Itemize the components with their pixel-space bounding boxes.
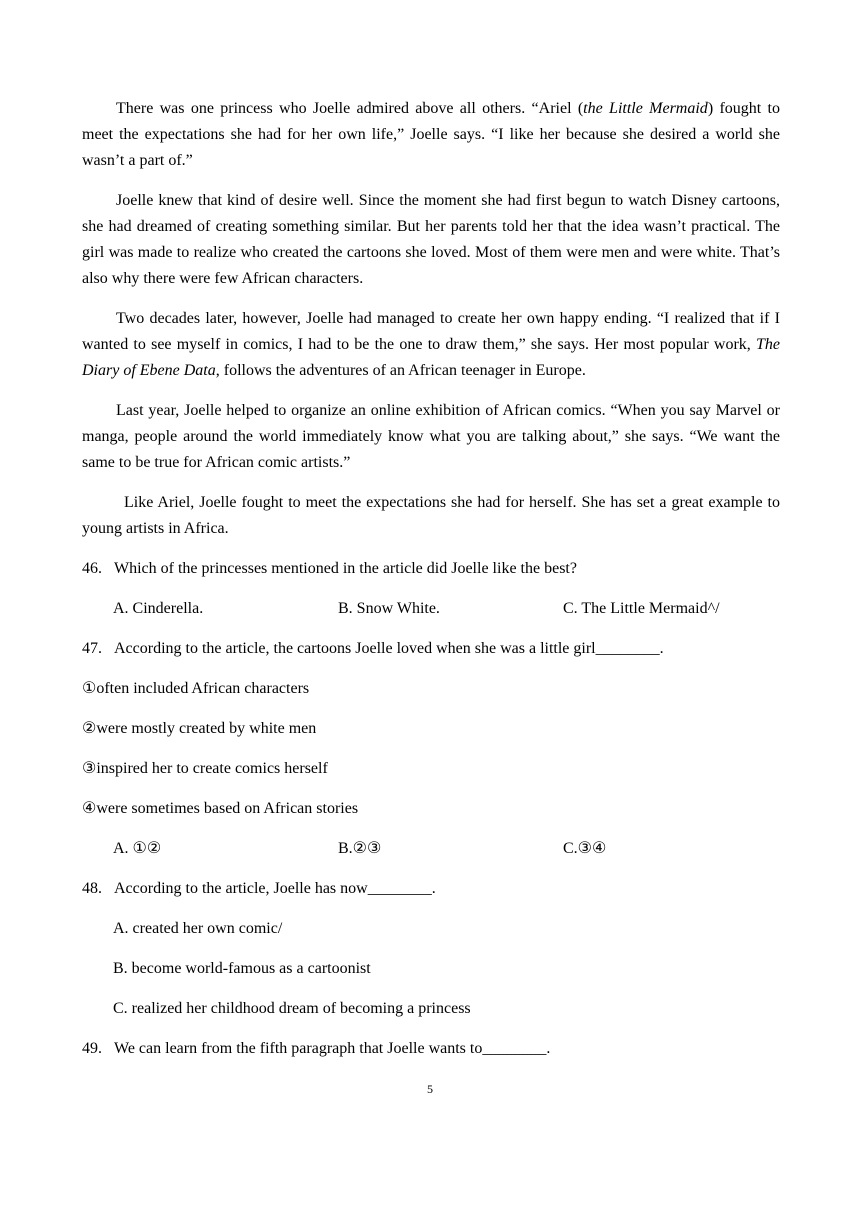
paragraph-1-text-a: There was one princess who Joelle admired above all others. “Ariel (	[116, 100, 584, 117]
question-48-option-b: B. become world-famous as a cartoonist	[113, 960, 371, 977]
question-46-option-a: A. Cinderella.	[113, 600, 204, 617]
paragraph-1-italic: the Little Mermaid	[583, 100, 708, 117]
paragraph-3	[82, 306, 780, 384]
paragraph-1-text-b: ) fought to meet the expectations she had for her own life,” Joelle says. “I like her because she desired a world she wasn’t a part of.”	[82, 100, 781, 169]
paragraph-1	[82, 96, 780, 174]
question-46-number: 46.	[82, 560, 102, 577]
paragraph-5: Like Ariel, Joelle fought to meet the expectations she had for herself. She has set a great example to young artists in Africa.	[82, 494, 780, 537]
question-49-text: We can learn from the fifth paragraph that Joelle wants to________.	[114, 1040, 551, 1057]
question-47	[82, 636, 780, 662]
question-49-number: 49.	[82, 1040, 102, 1057]
question-47-option-a: A. ①②	[113, 840, 162, 857]
question-47-statement-1: ①often included African characters	[82, 680, 310, 697]
question-49	[82, 1036, 780, 1062]
question-47-options	[113, 836, 780, 862]
question-47-number: 47.	[82, 640, 102, 657]
question-47-statement-3: ③inspired her to create comics herself	[82, 760, 328, 777]
paragraph-3-italic: The Diary of Ebene Data	[82, 336, 780, 379]
question-48-number: 48.	[82, 880, 102, 897]
question-48-text: According to the article, Joelle has now________.	[114, 880, 436, 897]
question-48-option-c: C. realized her childhood dream of becoming a princess	[113, 1000, 471, 1017]
question-47-option-b: B.②③	[338, 840, 382, 857]
page-number: 5	[427, 1082, 433, 1096]
question-47-text: According to the article, the cartoons Joelle loved when she was a little girl________.	[114, 640, 664, 657]
question-46-options	[113, 596, 780, 622]
question-46-option-b: B. Snow White.	[338, 600, 440, 617]
question-48	[82, 876, 780, 902]
question-47-statement-4: ④were sometimes based on African stories	[82, 800, 359, 817]
question-46-option-c: C. The Little Mermaid^/	[563, 600, 720, 617]
paragraph-3-text-a: Two decades later, however, Joelle had managed to create her own happy ending. “I realized that if I wanted to see myself in comics, I had to be the one to draw them,” she says. Her most popular work,	[82, 310, 780, 353]
question-48-option-a: A. created her own comic/	[113, 920, 283, 937]
document-body	[82, 96, 780, 1076]
paragraph-2: Joelle knew that kind of desire well. Since the moment she had first begun to watch Disney cartoons, she had dreamed of creating something similar. But her parents told her that the idea wasn’t practical. The girl was made to realize who created the cartoons she loved. Most of them were men and were white. That’s also why there were few African characters.	[82, 192, 780, 287]
question-46	[82, 556, 780, 582]
paragraph-3-text-b: , follows the adventures of an African teenager in Europe.	[215, 362, 586, 379]
question-47-statement-2: ②were mostly created by white men	[82, 720, 317, 737]
question-46-text: Which of the princesses mentioned in the article did Joelle like the best?	[114, 560, 577, 577]
question-47-option-c: C.③④	[563, 840, 607, 857]
paragraph-4: Last year, Joelle helped to organize an online exhibition of African comics. “When you say Marvel or manga, people around the world immediately know what you are talking about,” she says. “We want the same to be true for African comic artists.”	[82, 402, 780, 471]
